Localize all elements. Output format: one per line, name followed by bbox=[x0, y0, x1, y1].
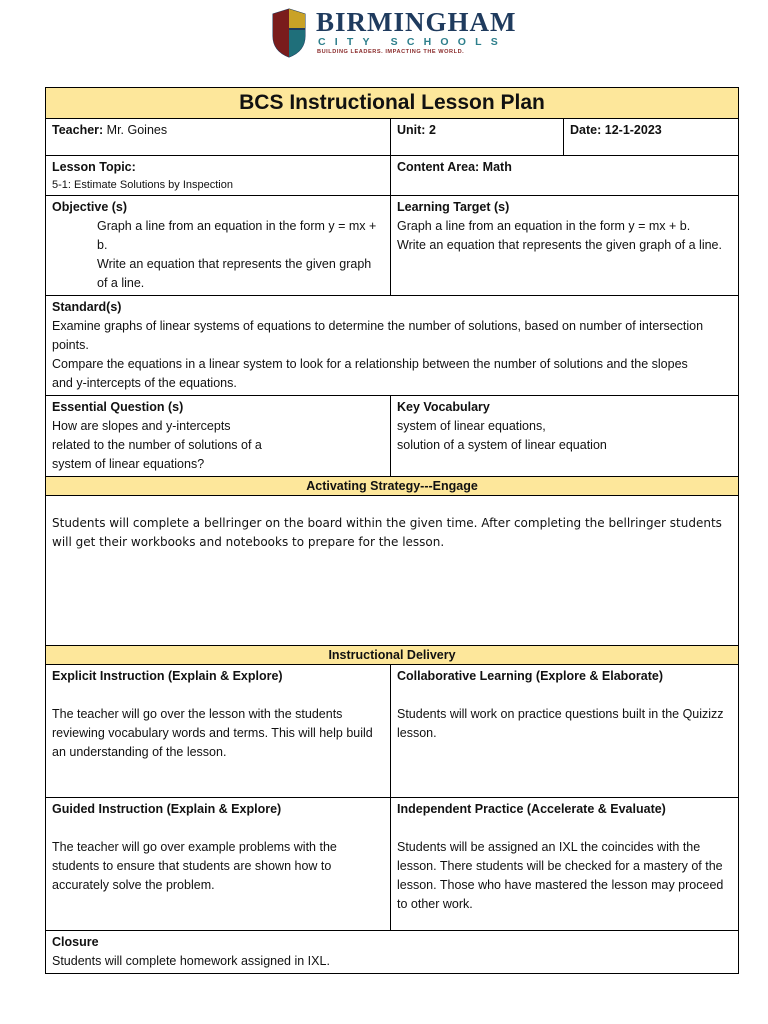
topic-row bbox=[46, 156, 739, 196]
key-vocabulary-line-2: solution of a system of linear equation bbox=[397, 438, 607, 452]
guided-row bbox=[46, 798, 739, 931]
standards-line-3: and y-intercepts of the equations. bbox=[52, 376, 237, 390]
explicit-instruction-text: The teacher will go over the lesson with the students reviewing vocabulary words and terms. This will help build an understanding of the lesson. bbox=[52, 707, 373, 759]
closure-row bbox=[46, 931, 739, 974]
teacher-cell bbox=[46, 119, 391, 156]
standards-line-1: Examine graphs of linear systems of equations to determine the number of solutions, based on number of intersection points. bbox=[52, 319, 704, 352]
objective-line-1: Graph a line from an equation in the form y = mx + b. bbox=[97, 219, 377, 252]
date-value: 12-1-2023 bbox=[604, 123, 662, 137]
essential-question-cell bbox=[46, 396, 391, 477]
explicit-instruction-label: Explicit Instruction (Explain & Explore) bbox=[52, 669, 283, 683]
lesson-plan-table bbox=[45, 87, 739, 974]
guided-instruction-cell bbox=[46, 798, 391, 931]
brand-name: BIRMINGHAM bbox=[316, 7, 517, 37]
collaborative-learning-cell bbox=[391, 665, 739, 798]
closure-label: Closure bbox=[52, 935, 99, 949]
essential-question-line-1: How are slopes and y-intercepts bbox=[52, 419, 231, 433]
objective-line-2: Write an equation that represents the given graph of a line. bbox=[97, 257, 372, 290]
activating-strategy-cell bbox=[46, 496, 739, 646]
closure-cell bbox=[46, 931, 739, 974]
date-label: Date: bbox=[570, 123, 602, 137]
brand-tagline: BUILDING LEADERS. IMPACTING THE WORLD. bbox=[317, 49, 465, 55]
objective-label: Objective (s) bbox=[52, 200, 128, 214]
closure-text: Students will complete homework assigned in IXL. bbox=[52, 954, 330, 968]
guided-instruction-label: Guided Instruction (Explain & Explore) bbox=[52, 802, 282, 816]
content-area-cell bbox=[391, 156, 739, 196]
standards-label: Standard(s) bbox=[52, 300, 122, 314]
topic-label: Lesson Topic: bbox=[52, 160, 136, 174]
essential-question-label: Essential Question (s) bbox=[52, 400, 184, 414]
objective-cell bbox=[46, 196, 391, 296]
brand-subtitle: CITY SCHOOLS bbox=[318, 36, 507, 48]
instructional-delivery-heading: Instructional Delivery bbox=[46, 646, 739, 665]
independent-practice-label: Independent Practice (Accelerate & Evaluate) bbox=[397, 802, 666, 816]
essential-question-line-2: related to the number of solutions of a bbox=[52, 438, 262, 452]
learning-target-line-2: Write an equation that represents the given graph of a line. bbox=[397, 238, 722, 252]
objective-row bbox=[46, 196, 739, 296]
unit-label: Unit: bbox=[397, 123, 426, 137]
shield-logo-icon bbox=[272, 8, 306, 58]
learning-target-label: Learning Target (s) bbox=[397, 200, 510, 214]
header-row bbox=[46, 119, 739, 156]
collaborative-learning-label: Collaborative Learning (Explore & Elaborate) bbox=[397, 669, 664, 683]
independent-practice-cell bbox=[391, 798, 739, 931]
key-vocabulary-cell bbox=[391, 396, 739, 477]
topic-value: 5-1: Estimate Solutions by Inspection bbox=[52, 179, 233, 191]
activating-row bbox=[46, 496, 739, 646]
explicit-instruction-cell bbox=[46, 665, 391, 798]
key-vocabulary-label: Key Vocabulary bbox=[397, 400, 490, 414]
topic-cell bbox=[46, 156, 391, 196]
teacher-label: Teacher: bbox=[52, 123, 104, 137]
content-area-label: Content Area: bbox=[397, 160, 480, 174]
standards-cell bbox=[46, 296, 739, 396]
question-row bbox=[46, 396, 739, 477]
brand-text bbox=[316, 8, 517, 56]
delivery-band-row bbox=[46, 646, 739, 665]
essential-question-line-3: system of linear equations? bbox=[52, 457, 205, 471]
activating-strategy-heading: Activating Strategy---Engage bbox=[46, 477, 739, 496]
content-area-value: Math bbox=[482, 160, 512, 174]
activating-strategy-text: Students will complete a bellringer on the board within the given time. After completing the bellringer students will get their workbooks and notebooks to prepare for the lesson. bbox=[52, 516, 722, 549]
teacher-value: Mr. Goines bbox=[106, 123, 168, 137]
plan-title: BCS Instructional Lesson Plan bbox=[46, 88, 739, 119]
unit-cell bbox=[391, 119, 564, 156]
learning-target-line-1: Graph a line from an equation in the form y = mx + b. bbox=[397, 219, 691, 233]
standards-line-2: Compare the equations in a linear system to look for a relationship between the number of solutions and the slopes bbox=[52, 357, 688, 371]
guided-instruction-text: The teacher will go over example problems with the students to ensure that students are shown how to accurately solve the problem. bbox=[52, 840, 337, 892]
unit-value: 2 bbox=[428, 123, 436, 137]
collaborative-learning-text: Students will work on practice questions built in the Quizizz lesson. bbox=[397, 707, 724, 740]
explicit-row bbox=[46, 665, 739, 798]
title-row bbox=[46, 88, 739, 119]
date-cell bbox=[564, 119, 739, 156]
standards-row bbox=[46, 296, 739, 396]
key-vocabulary-line-1: system of linear equations, bbox=[397, 419, 546, 433]
learning-target-cell bbox=[391, 196, 739, 296]
district-logo bbox=[272, 7, 517, 58]
activating-band-row bbox=[46, 477, 739, 496]
independent-practice-text: Students will be assigned an IXL the coincides with the lesson. There students will be checked for a mastery of the lesson. Those who have mastered the lesson may proceed to other work. bbox=[397, 840, 724, 911]
